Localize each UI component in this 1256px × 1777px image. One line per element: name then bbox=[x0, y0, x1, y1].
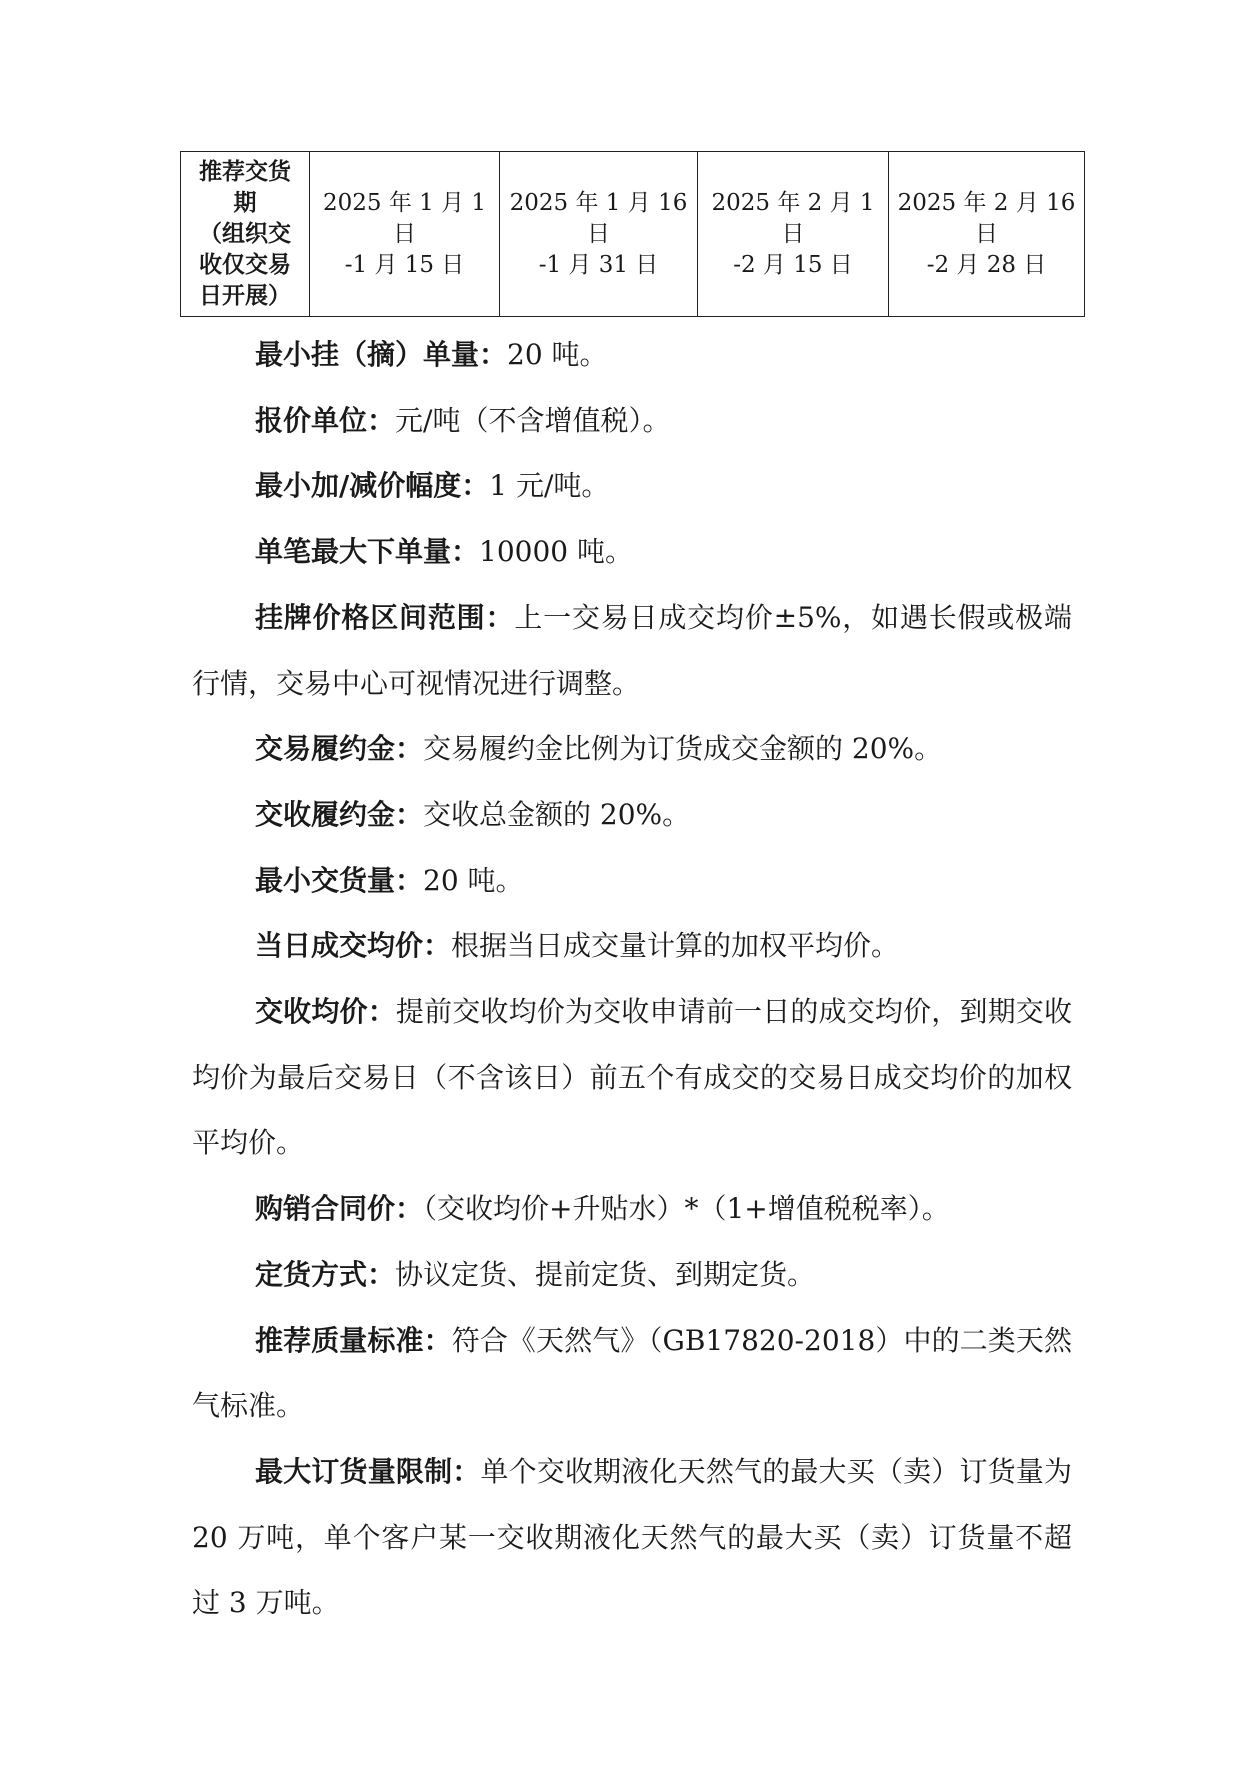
term-label: 交易履约金： bbox=[255, 732, 424, 766]
term-quality-standard bbox=[192, 1308, 1072, 1439]
term-text: 20 吨。 bbox=[423, 863, 524, 897]
period-line: 日 bbox=[781, 220, 805, 247]
term-min-order-size bbox=[192, 322, 1072, 388]
term-text: 符合《天然气》（GB17820-2018）中的二类天然气标准。 bbox=[192, 1323, 1072, 1423]
period-line: 2025 年 2 月 16 bbox=[897, 189, 1076, 216]
term-label: 报价单位： bbox=[255, 403, 396, 437]
contract-terms bbox=[192, 322, 1072, 1636]
term-text: 交易履约金比例为订货成交金额的 20%。 bbox=[423, 732, 943, 766]
term-label: 当日成交均价： bbox=[255, 929, 452, 963]
period-cell-4 bbox=[889, 152, 1085, 317]
term-delivery-margin bbox=[192, 782, 1072, 848]
term-text: 20 吨。 bbox=[507, 338, 608, 371]
header-line: 期 bbox=[233, 189, 257, 216]
term-text: 元/吨（不含增值税）。 bbox=[395, 403, 671, 437]
term-delivery-avg-price bbox=[192, 979, 1072, 1176]
term-ordering-method bbox=[192, 1242, 1072, 1308]
term-max-order-size bbox=[192, 519, 1072, 585]
term-label: 挂牌价格区间范围： bbox=[255, 600, 515, 634]
period-line: 2025 年 1 月 16 bbox=[509, 189, 688, 216]
term-label: 推荐质量标准： bbox=[255, 1323, 452, 1357]
term-min-delivery bbox=[192, 848, 1072, 914]
term-trading-margin bbox=[192, 716, 1072, 782]
term-label: 购销合同价： bbox=[255, 1192, 424, 1226]
term-label: 单笔最大下单量： bbox=[255, 535, 480, 569]
term-label: 最小交货量： bbox=[255, 863, 424, 897]
term-label: 最大订货量限制： bbox=[255, 1454, 481, 1488]
delivery-period-table bbox=[180, 151, 1085, 317]
period-line: -1 月 15 日 bbox=[344, 251, 465, 278]
term-text: 单个交收期液化天然气的最大买（卖）订货量为 20 万吨，单个客户某一交收期液化天然气的最大买（卖）订货量不超过 3 万吨。 bbox=[192, 1454, 1072, 1620]
period-line: -2 月 28 日 bbox=[926, 251, 1047, 278]
term-label: 定货方式： bbox=[255, 1257, 396, 1291]
period-line: 日 bbox=[393, 220, 416, 247]
term-text: 根据当日成交量计算的加权平均价。 bbox=[451, 929, 900, 963]
term-daily-avg-price bbox=[192, 913, 1072, 979]
term-label: 最小挂（摘）单量： bbox=[255, 338, 508, 371]
term-position-limit bbox=[192, 1439, 1072, 1636]
header-line: （组织交 bbox=[199, 220, 291, 247]
term-text: 10000 吨。 bbox=[479, 535, 633, 569]
term-text: 1 元/吨。 bbox=[489, 469, 610, 503]
period-line: 2025 年 1 月 1 bbox=[322, 189, 487, 216]
period-line: 日 bbox=[975, 220, 998, 247]
table-row bbox=[181, 152, 1085, 317]
period-cell-1 bbox=[310, 152, 500, 317]
term-text: 协议定货、提前定货、到期定货。 bbox=[395, 1257, 816, 1291]
term-price-unit bbox=[192, 388, 1072, 454]
period-line: -1 月 31 日 bbox=[538, 251, 659, 278]
header-line: 日开展） bbox=[199, 282, 291, 309]
period-cell-2 bbox=[500, 152, 698, 317]
term-label: 最小加/减价幅度： bbox=[255, 469, 490, 503]
header-line: 收仅交易 bbox=[199, 251, 291, 278]
header-line: 推荐交货 bbox=[199, 158, 291, 185]
term-label: 交收履约金： bbox=[255, 797, 424, 831]
term-text: （交收均价+升贴水）*（1+增值税税率）。 bbox=[423, 1192, 950, 1226]
table-header-cell bbox=[181, 152, 310, 317]
period-line: -2 月 15 日 bbox=[733, 251, 853, 278]
term-text: 交收总金额的 20%。 bbox=[423, 797, 691, 831]
term-tick-size bbox=[192, 453, 1072, 519]
term-label: 交收均价： bbox=[255, 995, 396, 1029]
period-cell-3 bbox=[698, 152, 889, 317]
term-price-range bbox=[192, 585, 1072, 716]
period-line: 2025 年 2 月 1 bbox=[711, 189, 875, 216]
term-text: 提前交收均价为交收申请前一日的成交均价，到期交收均价为最后交易日（不含该日）前五个有成交的交易日成交均价的加权平均价。 bbox=[192, 995, 1072, 1160]
term-contract-price bbox=[192, 1176, 1072, 1242]
term-text: 上一交易日成交均价±5%，如遇长假或极端行情，交易中心可视情况进行调整。 bbox=[192, 600, 1072, 700]
period-line: 日 bbox=[587, 220, 610, 247]
